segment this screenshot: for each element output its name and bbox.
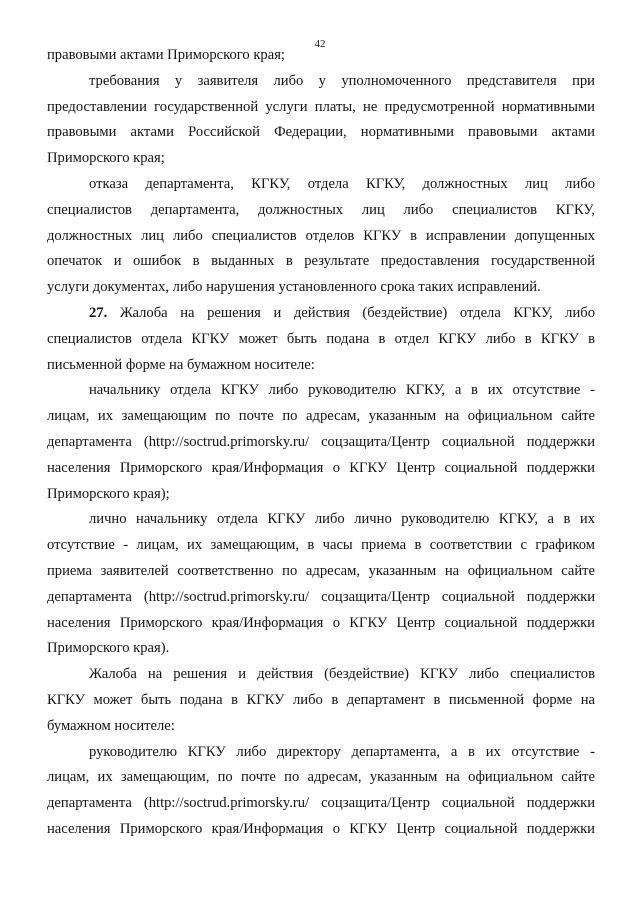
text-line: Приморского края); xyxy=(47,485,170,502)
text-line: руководителю КГКУ либо директору департамента, а в их отсутствие - xyxy=(89,743,595,760)
text-line: населения Приморского края/Информация о КГКУ Центр социальной поддержки xyxy=(47,614,595,631)
paragraph xyxy=(47,378,595,507)
text-line: департамента (http://soctrud.primorsky.ru/ соцзащита/Центр социальной поддержки xyxy=(47,433,595,450)
page-number: 42 xyxy=(314,38,326,50)
text-line: населения Приморского края/Информация о КГКУ Центр социальной поддержки xyxy=(47,459,595,476)
text-line: департамента (http://soctrud.primorsky.ru/ соцзащита/Центр социальной поддержки xyxy=(47,795,595,812)
body-text xyxy=(47,43,595,843)
text-line: лицам, их замещающим, по почте по адресам, указанным на официальном сайте xyxy=(47,769,595,786)
text-line: специалистов департамента, должностных лиц либо специалистов КГКУ, xyxy=(47,201,595,218)
text-line: услуги документах, либо нарушения установленного срока таких исправлений. xyxy=(47,279,541,296)
paragraph xyxy=(47,740,595,843)
text-line: должностных лиц либо специалистов отделов КГКУ в исправлении допущенных xyxy=(47,227,595,244)
text-line: специалистов отдела КГКУ может быть подана в отдел КГКУ либо в КГКУ в xyxy=(47,330,595,347)
text-line: отсутствие - лицам, их замещающим, в часы приема в соответствии с графиком xyxy=(47,537,595,554)
paragraph xyxy=(47,507,595,662)
text-line: Приморского края). xyxy=(47,640,170,657)
paragraph xyxy=(47,69,595,172)
text-line xyxy=(47,301,595,327)
text-line-content: Жалоба на решения и действия (бездействие) отдела КГКУ, либо xyxy=(107,304,595,321)
item-number: 27. xyxy=(89,304,108,321)
text-line: предоставлении государственной услуги платы, не предусмотренной нормативными xyxy=(47,98,595,115)
text-line: начальнику отдела КГКУ либо руководителю КГКУ, а в их отсутствие - xyxy=(89,382,595,399)
text-line: Жалоба на решения и действия (бездействие) КГКУ либо специалистов xyxy=(89,666,595,683)
paragraph xyxy=(47,662,595,739)
text-line: Приморского края; xyxy=(47,150,165,167)
text-line: населения Приморского края/Информация о КГКУ Центр социальной поддержки xyxy=(47,820,595,837)
text-line: лично начальнику отдела КГКУ либо лично руководителю КГКУ, а в их xyxy=(89,511,595,528)
text-line: опечаток и ошибок в выданных в результате предоставления государственной xyxy=(47,253,595,270)
text-line: отказа департамента, КГКУ, отдела КГКУ, должностных лиц либо xyxy=(89,175,595,192)
text-line: департамента (http://soctrud.primorsky.ru/ соцзащита/Центр социальной поддержки xyxy=(47,588,595,605)
text-line: бумажном носителе: xyxy=(47,717,175,734)
text-line: письменной форме на бумажном носителе: xyxy=(47,356,315,373)
numbered-paragraph xyxy=(47,301,595,378)
paragraph xyxy=(47,172,595,301)
text-line: КГКУ может быть подана в КГКУ либо в департамент в письменной форме на xyxy=(47,691,595,708)
text-line: правовыми актами Приморского края; xyxy=(47,47,285,63)
text-line: правовыми актами Российской Федерации, нормативными правовыми актами xyxy=(47,124,595,141)
text-line: требования у заявителя либо у уполномоченного представителя при xyxy=(89,72,595,89)
text-line: приема заявителей соответственно по адресам, указанным на официальном сайте xyxy=(47,562,595,579)
text-line: лицам, их замещающим по почте по адресам, указанным на официальном сайте xyxy=(47,408,595,425)
paragraph xyxy=(47,43,595,69)
